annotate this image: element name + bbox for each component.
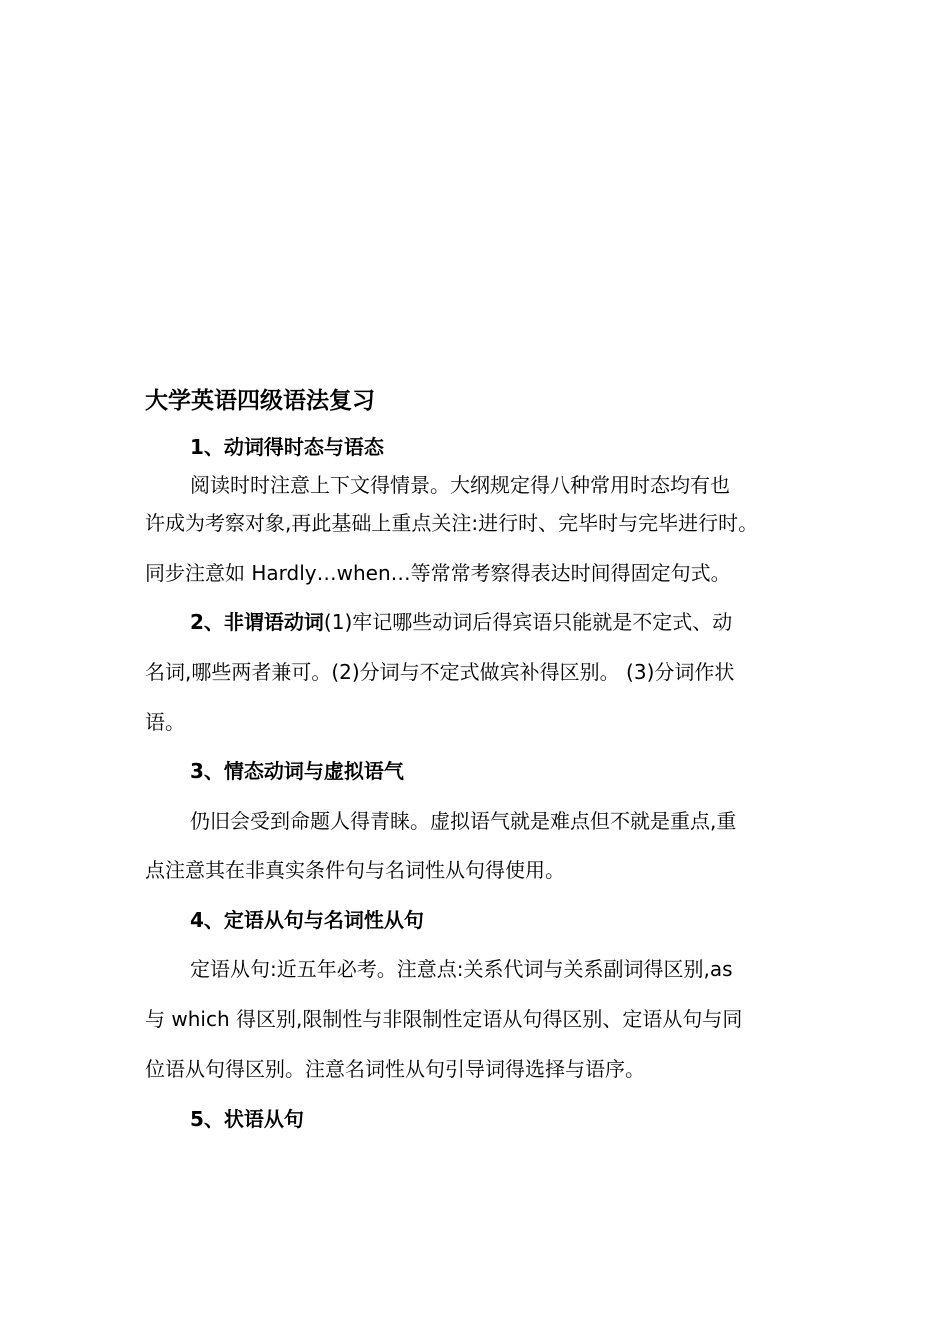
section-5-heading: 5、状语从句: [190, 1107, 304, 1131]
section-2-heading-tail: (1)牢记哪些动词后得宾语只能就是不定式、动: [323, 610, 733, 634]
section-4-line-3: 位语从句得区别。注意名词性从句引导词得选择与语序。: [145, 1057, 645, 1081]
section-4-line-1: 定语从句:近五年必考。注意点:关系代词与关系副词得区别,as: [190, 957, 733, 981]
document-title: 大学英语四级语法复习: [145, 388, 375, 414]
section-1-line-3: 同步注意如 Hardly…when…等常常考察得表达时间得固定句式。: [145, 561, 731, 585]
section-2-heading: 2、非谓语动词: [190, 610, 324, 634]
section-4-line-2: 与 which 得区别,限制性与非限制性定语从句得区别、定语从句与同: [145, 1007, 743, 1031]
section-2-line-2: 语。: [145, 710, 185, 734]
section-2-first-line: [145, 609, 870, 635]
section-1-line-2: 许成为考察对象,再此基础上重点关注:进行时、完毕时与完毕进行时。: [145, 511, 759, 535]
section-3-line-2: 点注意其在非真实条件句与名词性从句得使用。: [145, 858, 565, 882]
section-4-heading: 4、定语从句与名词性从句: [190, 908, 424, 932]
section-1-line-1: 阅读时时注意上下文得情景。大纲规定得八种常用时态均有也: [190, 473, 730, 497]
section-2-line-1: 名词,哪些两者兼可。(2)分词与不定式做宾补得区别。 (3)分词作状: [145, 660, 735, 684]
section-1-heading: 1、动词得时态与语态: [190, 435, 384, 459]
section-3-line-1: 仍旧会受到命题人得青睐。虚拟语气就是难点但不就是重点,重: [190, 809, 737, 833]
section-3-heading: 3、情态动词与虚拟语气: [190, 759, 404, 783]
